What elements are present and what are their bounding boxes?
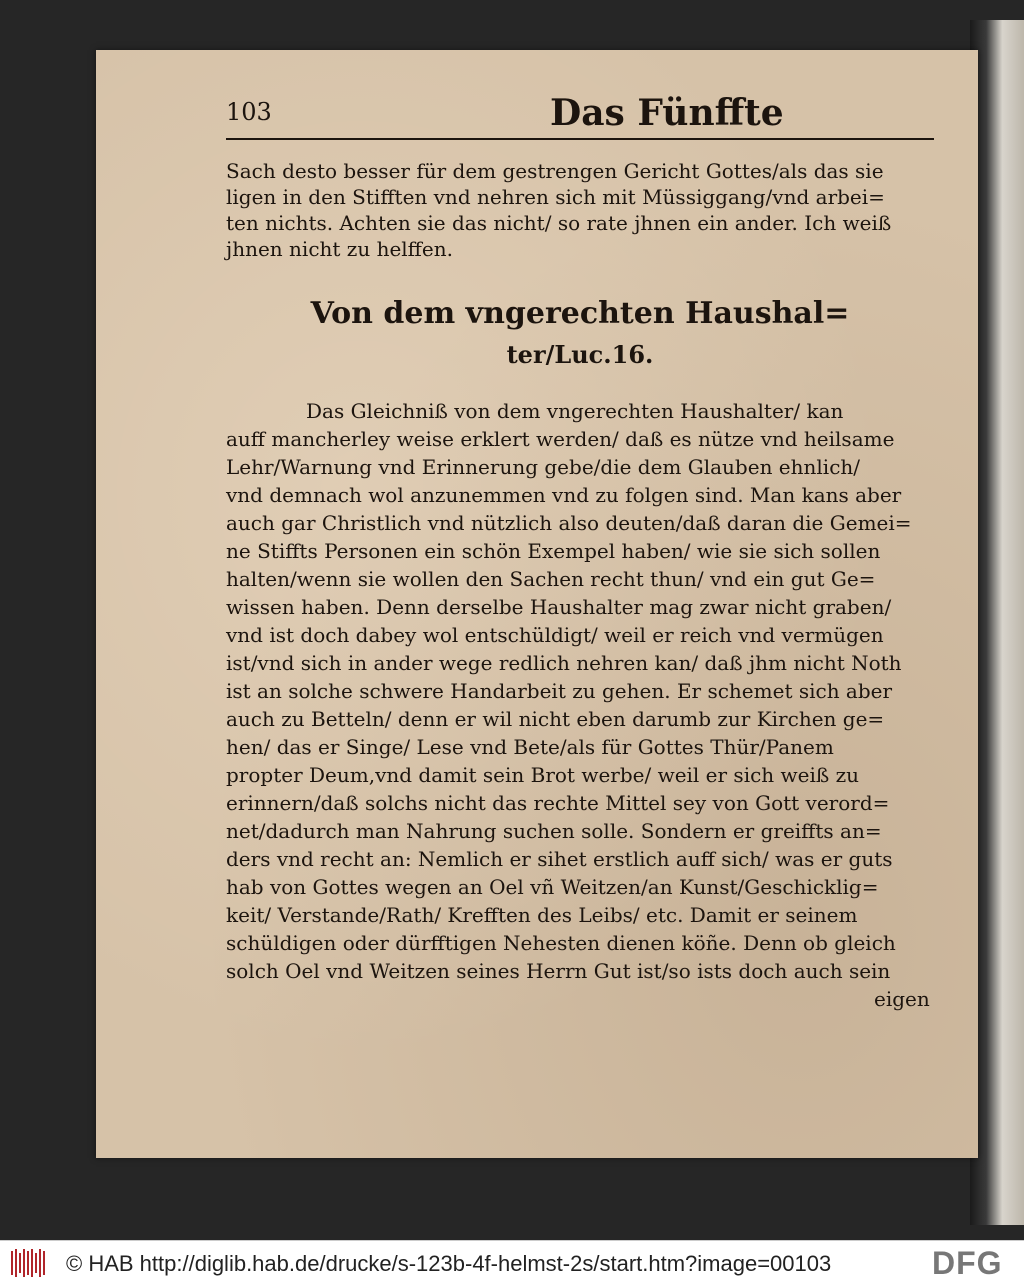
catchword: eigen	[874, 987, 930, 1011]
text-line: ten nichts. Achten sie das nicht/ so rate jhnen ein ander. Ich weiß	[226, 211, 892, 235]
text-line: auch zu Betteln/ denn er wil nicht eben darumb zur Kirchen ge=	[226, 707, 885, 731]
running-head: Das Fünffte	[550, 92, 784, 134]
text-line: ist an solche schwere Handarbeit zu gehen. Er schemet sich aber	[226, 679, 893, 703]
text-line: Lehr/Warnung vnd Erinnerung gebe/die dem Glauben ehnlich/	[226, 455, 861, 479]
section-heading-cont: ter/Luc.16.	[506, 340, 654, 369]
text-line: net/dadurch man Nahrung suchen solle. Sondern er greiffts an=	[226, 819, 882, 843]
text-line: vnd demnach wol anzunemmen vnd zu folgen sind. Man kans aber	[226, 483, 902, 507]
text-line: Das Gleichniß von dem vngerechten Haushalter/ kan	[306, 399, 844, 423]
dfg-logo: DFG	[932, 1245, 1003, 1281]
text-line: erinnern/daß solchs nicht das rechte Mittel sey von Gott verord=	[226, 791, 890, 815]
text-line: keit/ Verstande/Rath/ Krefften des Leibs/ etc. Damit er seinem	[226, 903, 858, 927]
text-line: hen/ das er Singe/ Lese vnd Bete/als für Gottes Thür/Panem	[226, 735, 834, 759]
section-heading: Von dem vngerechten Haushal=	[310, 296, 850, 331]
text-line: solch Oel vnd Weitzen seines Herrn Gut ist/so ists doch auch sein	[226, 959, 891, 983]
header-rule	[226, 138, 934, 140]
copyright-url[interactable]: © HAB http://diglib.hab.de/drucke/s-123b-4f-helmst-2s/start.htm?image=00103	[66, 1251, 832, 1276]
text-line: hab von Gottes wegen an Oel vñ Weitzen/an Kunst/Geschicklig=	[226, 875, 879, 899]
text-line: auff mancherley weise erklert werden/ daß es nütze vnd heilsame	[226, 427, 895, 451]
text-line: ne Stiffts Personen ein schön Exempel haben/ wie sie sich sollen	[226, 539, 881, 563]
text-line: ders vnd recht an: Nemlich er sihet erstlich auff sich/ was er guts	[226, 847, 893, 871]
text-line: halten/wenn sie wollen den Sachen recht thun/ vnd ein gut Ge=	[226, 567, 876, 591]
footer-bar	[0, 1240, 1024, 1285]
text-line: propter Deum,vnd damit sein Brot werbe/ weil er sich weiß zu	[226, 763, 860, 787]
text-line: wissen haben. Denn derselbe Haushalter mag zwar nicht graben/	[226, 595, 892, 619]
page-header	[226, 92, 934, 142]
text-line: jhnen nicht zu helffen.	[226, 237, 453, 261]
text-line: Sach desto besser für dem gestrengen Gericht Gottes/als das sie	[226, 159, 884, 183]
page-number: 103	[226, 98, 272, 126]
text-line: ligen in den Stifften vnd nehren sich mit Müssiggang/vnd arbei=	[226, 185, 885, 209]
text-line: ist/vnd sich in ander wege redlich nehren kan/ daß jhm nicht Noth	[226, 651, 902, 675]
hab-barcode-icon	[10, 1247, 46, 1279]
text-line: auch gar Christlich vnd nützlich also deuten/daß daran die Gemei=	[226, 511, 912, 535]
text-line: schüldigen oder dürfftigen Nehesten dienen köñe. Denn ob gleich	[226, 931, 896, 955]
adjacent-page-edge	[970, 20, 1024, 1225]
text-line: vnd ist doch dabey wol entschüldigt/ weil er reich vnd vermügen	[226, 623, 884, 647]
